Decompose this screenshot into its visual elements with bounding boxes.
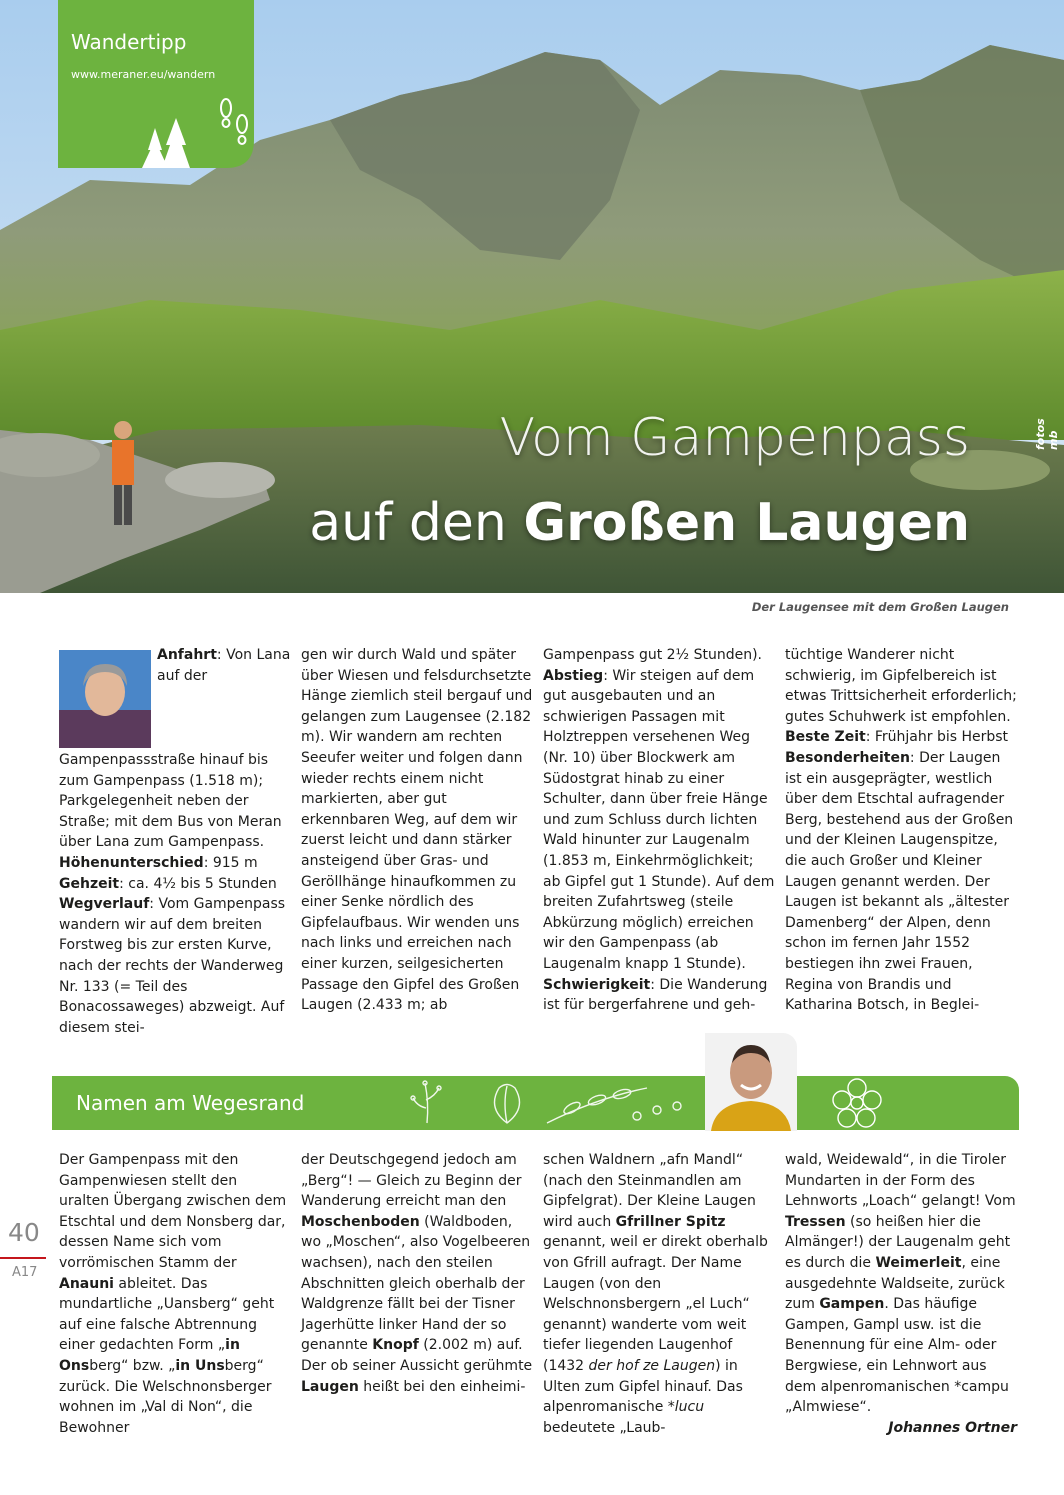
names-c4-t3: , eine ausgedehnte Waldseite, zurück zum [785,1254,1005,1313]
author-portrait-man [705,1033,797,1131]
col3-intro: Gampenpass gut 2½ Stunden). [543,647,762,663]
headline-line2 [309,493,970,553]
article-column-4 [785,645,1017,1016]
headline-line1: Vom Gampenpass [499,408,970,468]
article-column-1 [59,645,291,1038]
names-column-2 [301,1150,533,1397]
floral-ornament-icon [407,1078,737,1128]
schwierigkeit-label: Schwierigkeit [543,976,651,993]
names-c3-b1: Gfrillner Spitz [615,1213,726,1230]
anfahrt-text: : Von Lana auf der Gampenpassstraße hinauf bis zum Gampenpass (1.518 m); Parkgelegenheit neben der Straße; mit dem Bus von Meran über Lana zum Gampenpass. [59,647,291,851]
names-c4-t4: . Das häufige Gampen, Gampl usw. ist die Benennung für eine Alm- oder Bergwiese, ein Lehnwort aus dem alpenromanischen *campu „Almwiese“. [785,1296,1009,1416]
names-c1-t1: Der Gampenpass mit den Gampenwiesen stellt den uralten Übergang zwischen dem Etschtal und dem Nonsberg dar, dessen Name sich vom vorrömischen Stamm der [59,1152,287,1271]
hoehe-text: : 915 m [203,854,258,871]
abstieg-label: Abstieg [543,667,604,684]
anfahrt-label: Anfahrt [157,647,217,663]
wandertipp-badge [58,0,254,168]
names-c1-b3: in Uns [175,1357,225,1374]
bestezeit-text: : Frühjahr bis Herbst [865,729,1009,746]
names-c3-t1: schen Waldnern „afn Mandl“ (nach den Steinmandlen am Gipfelgrat). Der Kleine Laugen wird auch [543,1152,756,1230]
page-number: 40 [8,1218,40,1247]
page-rule [0,1257,46,1259]
names-c4-t1: wald, Weidewald“, in die Tiroler Mundarten in der Form des Lehnworts „Loach“ gelangt! Vom [785,1152,1016,1210]
names-c3-t3: ) in Ulten zum Gipfel hinauf. Das alpenromanische [543,1357,743,1416]
bestezeit-label: Beste Zeit [785,729,866,746]
names-c4-b3: Gampen [819,1296,885,1313]
badge-url: www.meraner.eu/wandern [71,68,216,81]
schwierigkeit-text: : Die Wanderung ist für bergerfahrene und geh- [543,976,768,1014]
names-c3-i2: *lucu [667,1399,705,1416]
besonderheiten-text: : Der Laugen ist ein ausgeprägter, westlich über dem Etschtal aufragender Berg, bestehend aus der Großen und der Kleinen Laugenspitze, die auch Großer und Kleiner Laugen genannt werden. Der Laugen ist bekannt als „ältester Damenberg“ der Alpen, denn schon im fernen Jahr 1552 bestiegen ihn zwei Frauen, Regina von Brandis und Katharina Botsch, in Beglei- [785,749,1014,1014]
names-c1-t4: berg“ zurück. Die Welschnonsberger wohnen im „Val di Non“, die Bewohner [59,1357,272,1436]
col4-intro: tüchtige Wanderer nicht schwierig, im Gipfelbereich ist etwas Trittsicherheit erforderlich; gutes Schuhwerk ist empfohlen. [785,647,1017,725]
names-c2-t3: (2.002 m) auf. Der ob seiner Aussicht gerühmte [301,1337,533,1374]
abstieg-text: : Wir steigen auf dem gut ausgebauten und an schwierigen Passagen mit Holztreppen versehenen Weg (Nr. 10) über Blockwerk am Südostgrat hinab zu einer Schulter, dann über freie Hänge und zum Schluss durch lichten Wald hinunter zur Laugenalm (1.853 m, Einkehrmöglichkeit; ab Gipfel gut 1 Stunde). Auf dem breiten Zufahrtsweg (steile Abkürzung möglich) erreichen wir den Gampenpass (ab Laugenalm knapp 1 Stunde). [543,667,775,972]
page-code: A17 [12,1265,38,1280]
names-c2-t4: heißt bei den einheimi- [358,1378,526,1395]
photo-caption: Der Laugensee mit dem Großen Laugen [751,600,1009,614]
wegverlauf-text: : Vom Gampenpass wandern wir auf dem breiten Forstweg bis zur ersten Kurve, nach der rechts der Wanderweg Nr. 133 (= Teil des Bonacossaweges) abzweigt. Auf diesem stei- [59,896,286,1036]
besonderheiten-label: Besonderheiten [785,749,910,766]
footprints-icon [216,96,256,152]
names-c4-b1: Tressen [785,1213,846,1230]
names-c3-t4: bedeutete „Laub- [543,1419,666,1436]
names-c3-i1: der hof ze Laugen [588,1357,716,1374]
names-column-4 [785,1150,1017,1438]
headline-line2-prefix: auf den [309,493,524,553]
author-signature: Johannes Ortner [888,1419,1017,1436]
names-c2-b1: Moschenboden [301,1213,420,1230]
article-column-2 [301,645,533,1016]
names-c2-t1: der Deutschgegend jedoch am „Berg“! — Gleich zu Beginn der Wanderung erreicht man den [301,1152,522,1210]
gehzeit-label: Gehzeit [59,875,120,892]
wegverlauf-label: Wegverlauf [59,896,150,913]
names-column-1 [59,1150,291,1438]
names-c2-b3: Laugen [301,1378,359,1395]
names-c1-b1: Anauni [59,1275,114,1292]
names-c2-b2: Knopf [372,1337,419,1354]
article-column-2-text: gen wir durch Wald und später über Wiesen und felsdurchsetzte Hänge ziemlich steil bergauf und gelangen zum Laugensee (2.182 m). Wir wandern am rechten Seeufer weiter und folgen dann wieder rechts einem nicht markierten, aber gut erkennbaren Weg, auf dem wir zuerst leicht und dann stärker ansteigend über Gras- und Geröllhänge hinaufkommen zu einer Senke nördlich des Gipfelaufbaus. Wir wenden uns nach links und erreichen nach einer kurzen, seilgesicherten Passage den Gipfel des Großen Laugen (2.433 m; ab [301,647,533,1014]
names-c1-b2: in Ons [59,1337,240,1374]
names-c4-b2: Weimerleit [875,1254,962,1271]
photo-credit: fotos mb [1034,418,1060,450]
article-column-3 [543,645,775,1016]
headline-line2-bold: Großen Laugen [523,493,970,553]
flower-icon [822,1078,892,1128]
names-c4-t2: (so heißen hier die Almänger!) der Laugenalm geht es durch die [785,1213,1011,1271]
author-portrait-woman [59,650,151,748]
hoehe-label: Höhenunterschied [59,854,204,871]
gehzeit-text: : ca. 4½ bis 5 Stunden [119,875,277,892]
names-c3-t2: genannt, weil er direkt oberhalb von Gfrill aufragt. Der Name Laugen (von den Welschnonsbergern „el Luch“ genannt) wanderte vom weit tiefer liegenden Laugenhof (1432 [543,1234,768,1374]
names-c1-t2: ableitet. Das mundartliche „Uansberg“ geht auf eine falsche Abtrennung einer gedachten Form „ [59,1275,275,1354]
names-column-3 [543,1150,775,1438]
names-c2-t2: (Waldboden, wo „Moschen“, also Vogelbeeren wachsen), nach den steilen Abschnitten gleich oberhalb der Waldgrenze fällt bei der Tisner Jagerhütte linker Hand der so genannte [301,1213,531,1354]
names-c1-t3: berg“ bzw. „ [89,1357,176,1374]
names-section-band [52,1076,1019,1130]
names-section-title: Namen am Wegesrand [76,1091,305,1115]
badge-title: Wandertipp [71,30,187,54]
